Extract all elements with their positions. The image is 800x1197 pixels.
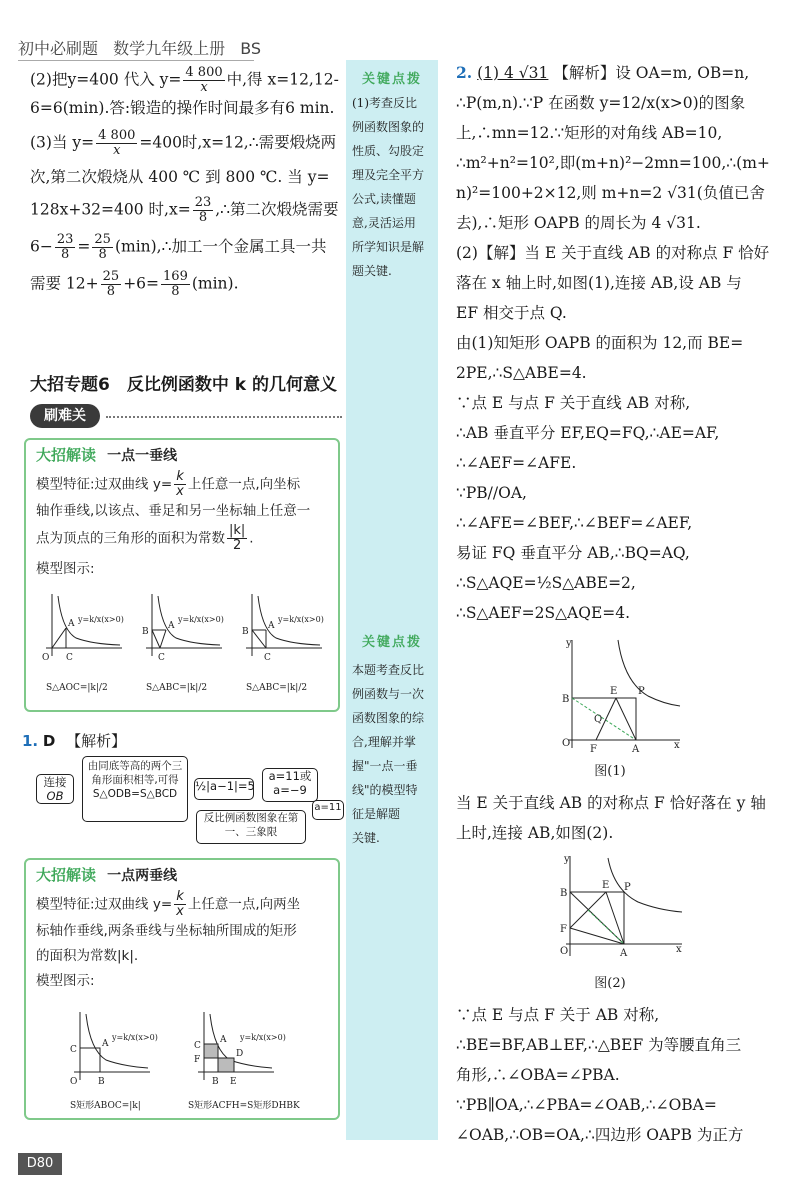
solution-line: 6− $\frac{23}{8}$ = $\frac{25}{8}$ (min),∴加工一个金属工具一共	[30, 232, 327, 262]
flow-step-solutions: a=11或 a=−9	[262, 768, 318, 802]
right-column-part3	[456, 1000, 776, 1150]
svg-text:D: D	[236, 1049, 244, 1059]
solution-line: ∵点 E 与点 F 关于直线 AB 对称,	[456, 394, 691, 412]
svg-text:F: F	[560, 924, 567, 935]
svg-text:A: A	[220, 1035, 227, 1045]
solution-line: ∴∠AEF=∠AFE.	[456, 454, 577, 472]
book-header	[18, 36, 271, 59]
right-column-part2	[456, 788, 776, 848]
right-column-part1	[456, 58, 776, 628]
model-figure-rect	[70, 1012, 158, 1111]
model-figures-one	[32, 590, 332, 702]
key-points-sidebar	[346, 60, 438, 1140]
solution-line: ∵PB//OA,	[456, 484, 527, 502]
svg-text:Q: Q	[594, 714, 603, 725]
svg-text:B: B	[242, 627, 249, 637]
figure-2-caption: 图(2)	[594, 976, 626, 991]
svg-text:E: E	[230, 1077, 237, 1087]
svg-text:F: F	[590, 744, 597, 752]
svg-text:O: O	[70, 1077, 78, 1087]
svg-text:B: B	[560, 888, 568, 899]
svg-text:S矩形ABOC=|k|: S矩形ABOC=|k|	[70, 1101, 141, 1111]
svg-text:O: O	[42, 653, 50, 663]
solution-line: 上,∴mn=12.∵矩形的对角线 AB=10,	[456, 124, 723, 142]
svg-text:P: P	[638, 686, 645, 697]
solution-line: n)²=100+2×12,则 m+n=2 √31(负值已舍	[456, 184, 765, 202]
geometry-figure-2	[548, 852, 688, 964]
key-point-title: 关键点拨	[361, 635, 422, 650]
svg-text:A: A	[632, 744, 640, 752]
svg-text:S△ABC=|k|/2: S△ABC=|k|/2	[246, 683, 308, 693]
solution-line: 去),∴矩形 OAPB 的周长为 4 √31.	[456, 214, 701, 232]
solution-line: ∠OAB,∴OB=OA,∴四边形 OAPB 为正方	[456, 1126, 744, 1144]
svg-text:S矩形ACFH=S矩形DHBK: S矩形ACFH=S矩形DHBK	[188, 1101, 300, 1111]
svg-text:B: B	[562, 694, 570, 705]
solution-line: ∴AB 垂直平分 EF,EQ=FQ,∴AE=AF,	[456, 424, 720, 442]
svg-text:S△ABC=|k|/2: S△ABC=|k|/2	[146, 683, 208, 693]
solution-line: (3)当 y= $\frac{4 800}{x}$ =400时,x=12,∴需要煅烧两	[30, 128, 337, 158]
left-continuation	[30, 66, 342, 299]
svg-text:y=k/x(x>0): y=k/x(x>0)	[178, 615, 224, 624]
svg-text:B: B	[142, 627, 149, 637]
key-point-text-1: (1)考查反比 例函数图象的 性质、勾股定 理及完全平方 公式,读懂题 意,灵活运用 所学知识是解 题关键.	[352, 96, 425, 278]
model-figure-two-rects	[188, 1012, 300, 1111]
solution-line: ∴∠AFE=∠BEF,∴∠BEF=∠AEF,	[456, 514, 693, 532]
svg-text:P: P	[624, 882, 631, 893]
box-title: 大招解读	[36, 446, 97, 464]
svg-text:S△AOC=|k|/2: S△AOC=|k|/2	[46, 683, 108, 693]
difficulty-badge: 刷难关	[30, 404, 100, 428]
svg-text:C: C	[70, 1045, 77, 1055]
flow-step-result: a=11	[312, 800, 344, 820]
solution-line: 落在 x 轴上时,如图(1),连接 AB,设 AB 与	[456, 274, 742, 292]
svg-text:A: A	[68, 619, 75, 629]
box-text: 模型特征:过双曲线 y= $\frac{k}{x}$ 上任意一点,向坐标 轴作垂线,以该点、垂足和另一坐标轴上任意一 点为顶点的三角形的面积为常数 $\frac{|k|}{2}$ . 模型图示:	[36, 469, 311, 577]
svg-text:F: F	[194, 1055, 201, 1065]
svg-text:A: A	[620, 948, 628, 959]
solution-line: 6=6(min).答:锻造的操作时间最多有6 min.	[30, 99, 335, 117]
svg-text:O: O	[562, 738, 571, 749]
solution-line: 2. (1) 4 √31 【解析】设 OA=m, OB=n,	[456, 63, 750, 82]
svg-text:O: O	[560, 946, 569, 957]
solution-line: 128x+32=400 时,x= $\frac{23}{8}$ ,∴第二次煅烧需要	[30, 195, 339, 225]
flow-step-equation: ½|a−1|=5	[194, 778, 254, 800]
solution-line: EF 相交于点 Q.	[456, 304, 567, 322]
solution-line: 易证 FQ 垂直平分 AB,∴BQ=AQ,	[456, 544, 690, 562]
svg-text:E: E	[602, 880, 610, 891]
key-point-title: 关键点拨	[361, 72, 422, 87]
solution-line: (2)把y=400 代入 y= $\frac{4 800}{x}$ 中,得 x=12,12-	[30, 65, 339, 95]
section-title: 大招专题6 反比例函数中 k 的几何意义	[30, 375, 337, 395]
page-number: D80	[18, 1153, 62, 1175]
svg-text:C: C	[158, 653, 165, 663]
solution-line: 由(1)知矩形 OAPB 的面积为 12,而 BE=	[456, 334, 744, 352]
solution-line: ∴P(m,n).∵P 在函数 y=12/x(x>0)的图象	[456, 94, 746, 112]
solution-line: 当 E 关于直线 AB 的对称点 F 恰好落在 y 轴	[456, 794, 766, 812]
svg-text:y=k/x(x>0): y=k/x(x>0)	[240, 1033, 286, 1042]
svg-text:B: B	[212, 1077, 219, 1087]
header-edition: BS	[240, 39, 262, 58]
solution-line: 上时,连接 AB,如图(2).	[456, 824, 614, 842]
flow-step-connect: 连接 OB	[36, 774, 74, 804]
solution-line: ∵PB∥OA,∴∠PBA=∠OAB,∴∠OBA=	[456, 1096, 717, 1114]
solution-line: (2)【解】当 E 关于直线 AB 的对称点 F 恰好	[456, 244, 770, 262]
header-rule	[18, 60, 254, 61]
tip-box-two-perpendiculars	[24, 858, 340, 1120]
svg-text:C: C	[66, 653, 73, 663]
solution-line: ∴S△AEF=2S△AQE=4.	[456, 604, 631, 622]
svg-text:A: A	[102, 1039, 109, 1049]
solution-line: ∵点 E 与点 F 关于 AB 对称,	[456, 1006, 660, 1024]
question-1-header: 1. D 【解析】	[22, 732, 127, 750]
solution-line: 需要 12+ $\frac{25}{8}$ +6= $\frac{169}{8}$ (min).	[30, 269, 239, 299]
question-1-flowchart	[22, 756, 342, 848]
svg-text:x: x	[674, 740, 680, 751]
svg-text:y=k/x(x>0): y=k/x(x>0)	[278, 615, 324, 624]
svg-text:E: E	[610, 686, 618, 697]
box-title: 大招解读	[36, 866, 97, 884]
svg-text:y: y	[566, 638, 572, 649]
svg-text:y: y	[564, 854, 570, 865]
solution-line: ∴m²+n²=10²,即(m+n)²−2mn=100,∴(m+	[456, 154, 770, 172]
model-figure-1	[42, 594, 124, 693]
dotted-divider	[106, 416, 342, 418]
svg-text:C: C	[194, 1041, 201, 1051]
figure-1-caption: 图(1)	[594, 764, 626, 779]
header-subject: 数学九年级上册	[113, 39, 226, 58]
svg-text:A: A	[168, 621, 175, 631]
svg-text:y=k/x(x>0): y=k/x(x>0)	[112, 1033, 158, 1042]
svg-text:x: x	[676, 944, 682, 955]
solution-line: 2PE,∴S△ABE=4.	[456, 364, 587, 382]
solution-line: 次,第二次煅烧从 400 ℃ 到 800 ℃. 当 y=	[30, 168, 330, 186]
solution-line: ∴S△AQE=½S△ABE=2,	[456, 574, 636, 592]
model-figures-two	[66, 1010, 326, 1114]
header-book: 初中必刷题	[18, 39, 99, 58]
svg-text:A: A	[268, 621, 275, 631]
tip-box-one-perpendicular	[24, 438, 340, 712]
solution-line: ∴BE=BF,AB⊥EF,∴△BEF 为等腰直角三	[456, 1036, 742, 1054]
svg-text:y=k/x(x>0): y=k/x(x>0)	[78, 615, 124, 624]
flow-step-equal-area: 由同底等高的两个三角形面积相等,可得 S△ODB=S△BCD	[82, 756, 188, 822]
box-text: 模型特征:过双曲线 y= $\frac{k}{x}$ 上任意一点,向两坐 标轴作垂线,两条垂线与坐标轴所围成的矩形 的面积为常数|k|. 模型图示:	[36, 889, 301, 989]
model-figure-2	[142, 594, 224, 693]
box-subtitle: 一点两垂线	[107, 868, 178, 884]
key-point-text-2: 本题考查反比 例函数与一次 函数图象的综 合,理解并掌 握"一点一垂 线"的模型特 征是解题 关键.	[352, 663, 425, 845]
box-subtitle: 一点一垂线	[107, 448, 178, 464]
geometry-figure-1	[548, 636, 688, 752]
flow-step-quadrant: 反比例函数图象在第一、三象限	[196, 810, 306, 844]
model-figure-3	[242, 594, 324, 693]
svg-text:B: B	[98, 1077, 105, 1087]
solution-line: 角形,∴∠OBA=∠PBA.	[456, 1066, 620, 1084]
svg-text:C: C	[264, 653, 271, 663]
